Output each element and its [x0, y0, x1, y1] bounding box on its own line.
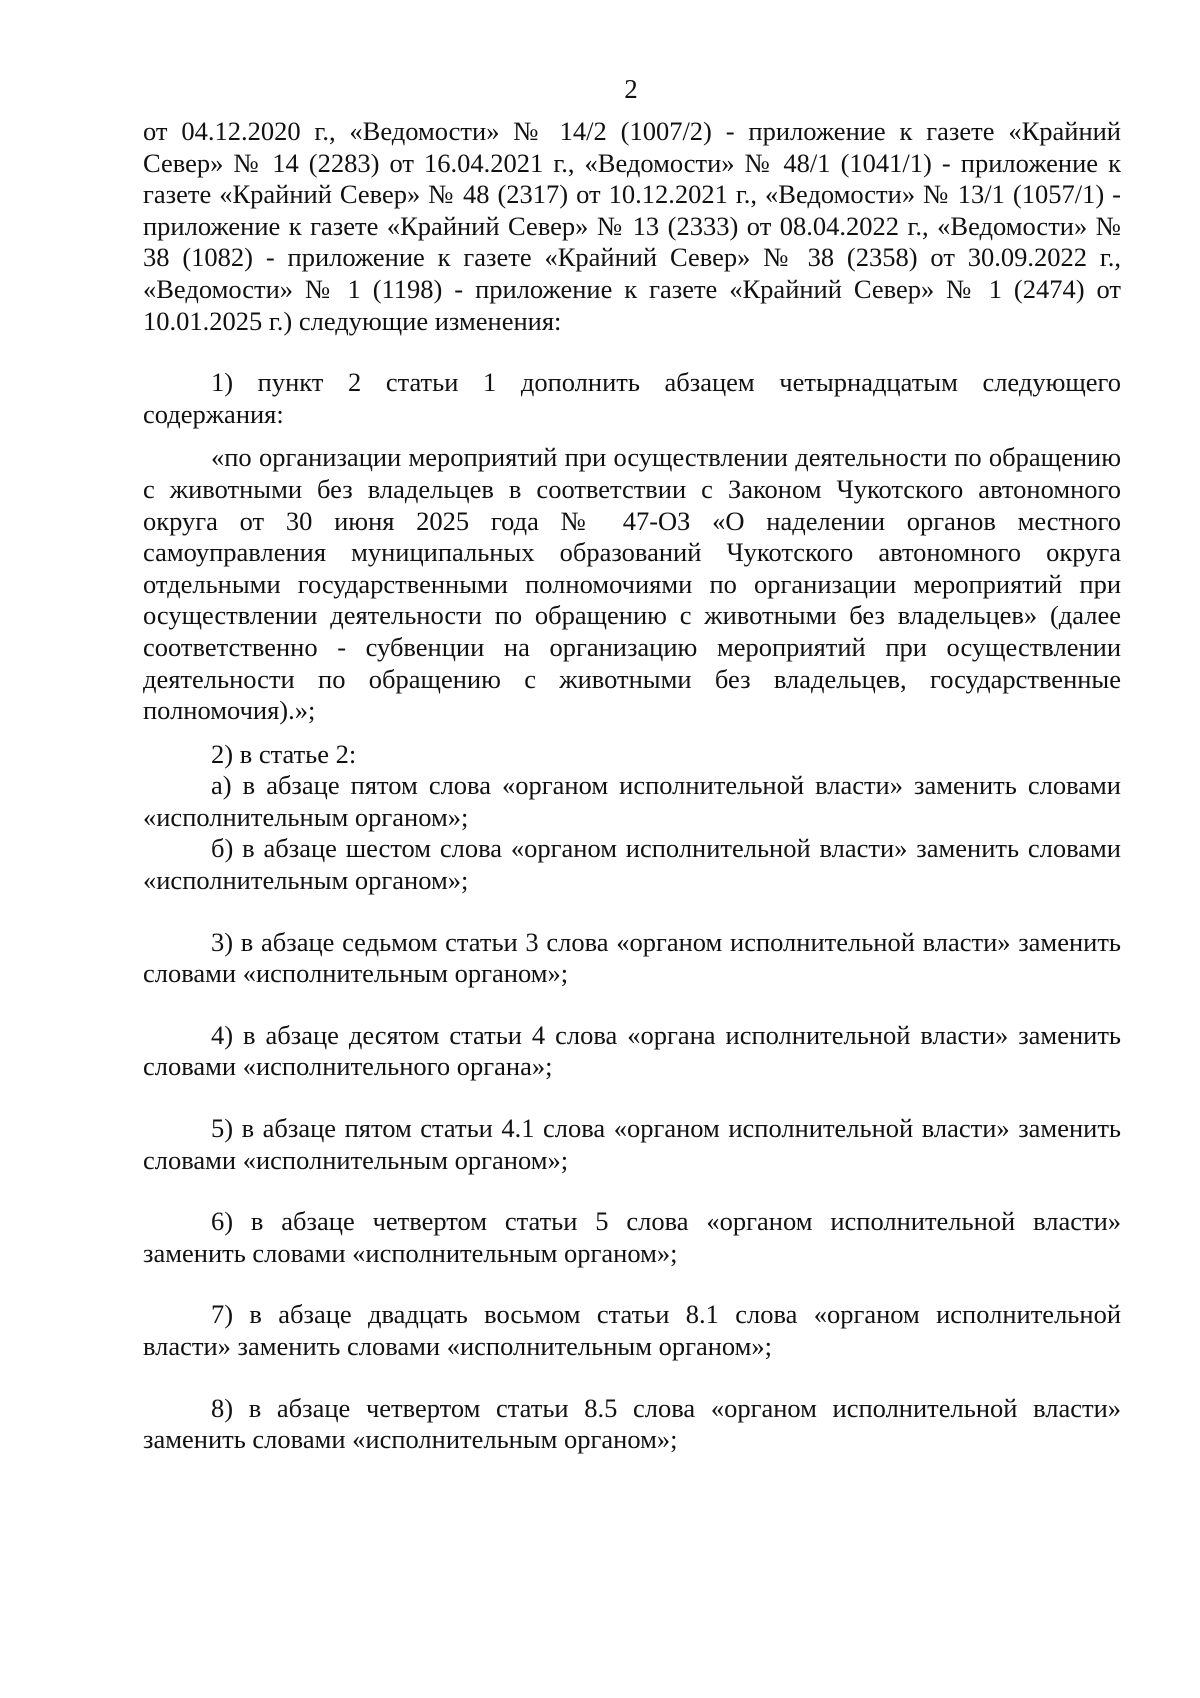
paragraph-item-5: 5) в абзаце пятом статьи 4.1 слова «органом исполнительной власти» заменить словами «исполнительным органом»; — [143, 1113, 1121, 1175]
page-number: 2 — [624, 74, 638, 104]
paragraph-item-7: 7) в абзаце двадцать восьмом статьи 8.1 слова «органом исполнительной власти» заменить словами «исполнительным органом»; — [143, 1299, 1121, 1361]
paragraph-item-6: 6) в абзаце четвертом статьи 5 слова «органом исполнительной власти» заменить словами «исполнительным органом»; — [143, 1206, 1121, 1268]
paragraph-item-2b: б) в абзаце шестом слова «органом исполнительной власти» заменить словами «исполнительным органом»; — [143, 833, 1121, 896]
paragraph-intro: от 04.12.2020 г., «Ведомости» № 14/2 (1007/2) - приложение к газете «Крайний Север» № 14 (2283) от 16.04.2021 г., «Ведомости» № 48/1 (1041/1) - приложение к газете «Крайний Север» № 48 (2317) от 10.12.2021 г., «Ведомости» № 13/1 (1057/1) - приложение к газете «Крайний Север» № 13 (2333) от 08.04.2022 г., «Ведомости» № 38 (1082) - приложение к газете «Крайний Север» № 38 (2358) от 30.09.2022 г., «Ведомости» № 1 (1198) - приложение к газете «Крайний Север» № 1 (2474) от 10.01.2025 г.) следующие изменения: — [143, 116, 1121, 336]
paragraph-item-8: 8) в абзаце четвертом статьи 8.5 слова «органом исполнительной власти» заменить словами «исполнительным органом»; — [143, 1392, 1121, 1455]
paragraph-item-2: 2) в статье 2: — [211, 738, 357, 769]
document-body — [143, 116, 1121, 1456]
paragraph-item-1: 1) пункт 2 статьи 1 дополнить абзацем четырнадцатым следующего содержания: — [143, 367, 1121, 429]
paragraph-item-1-quote: «по организации мероприятий при осуществлении деятельности по обращению с животными без владельцев в соответствии с Законом Чукотского автономного округа от 30 июня 2025 года № 47-ОЗ «О наделении органов местного самоуправления муниципальных образований Чукотского автономного округа отдельными государственными полномочиями по организации мероприятий при осуществлении деятельности по обращению с животными без владельцев» (далее соответственно - субвенции на организацию мероприятий при осуществлении деятельности по обращению с животными без владельцев, государственные полномочия).»; — [143, 442, 1121, 726]
paragraph-item-3: 3) в абзаце седьмом статьи 3 слова «органом исполнительной власти» заменить словами «исполнительным органом»; — [143, 926, 1121, 989]
paragraph-item-2a: а) в абзаце пятом слова «органом исполнительной власти» заменить словами «исполнительным органом»; — [143, 770, 1121, 832]
paragraph-item-4: 4) в абзаце десятом статьи 4 слова «органа исполнительной власти» заменить словами «исполнительного органа»; — [143, 1019, 1121, 1082]
